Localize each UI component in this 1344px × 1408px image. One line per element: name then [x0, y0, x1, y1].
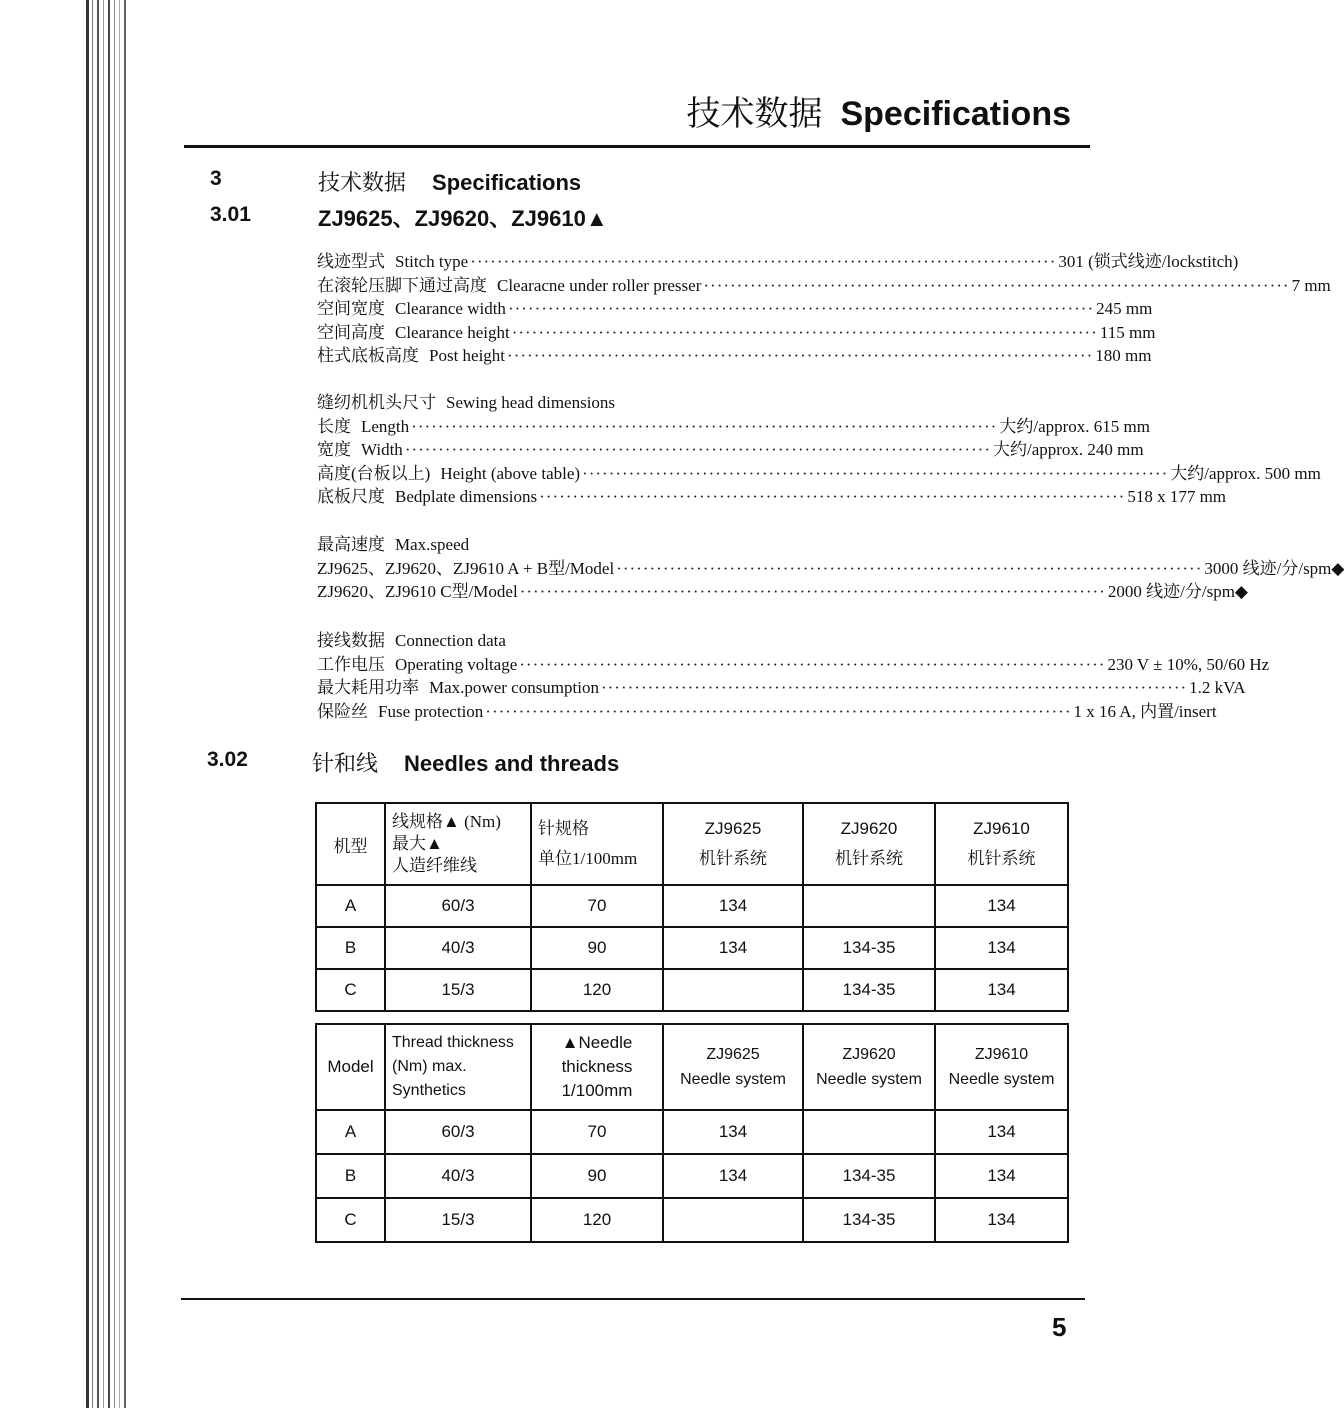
col-zj9620: ZJ9620 Needle system: [803, 1024, 935, 1110]
speed-list: [317, 533, 1344, 604]
spec-value: 1.2 kVA: [1189, 678, 1246, 697]
leader-dots: ························································································: [511, 322, 1098, 342]
header-title-zh: 技术数据: [686, 96, 823, 133]
speed-ab: ZJ9625、ZJ9620、ZJ9610 A + B型/Model ························································································ 3000 线迹/分/spm◆: [317, 557, 1074, 581]
spec-value: 230 V ± 10%, 50/60 Hz: [1107, 654, 1270, 674]
spec-value: 大约/approx. 615 mm: [999, 416, 1150, 436]
page-header-title: [686, 86, 1071, 135]
leader-dots: ························································································: [703, 275, 1290, 295]
col-thread: Thread thickness (Nm) max. Synthetics: [385, 1024, 531, 1110]
needles-table-zh: [315, 802, 1069, 1012]
spec-post-height: 柱式底板高度 Post height ························································································ 180 mm: [317, 344, 1067, 368]
dim-length: 长度 Length ························································································ 大约/approx. 615 mm: [317, 415, 1067, 439]
leader-dots: ························································································: [600, 678, 1188, 697]
leader-dots: ························································································: [519, 654, 1106, 674]
col-model: 机型: [316, 803, 385, 885]
col-model: Model: [316, 1024, 385, 1110]
spec-value: 大约/approx. 500 mm: [1170, 463, 1321, 483]
leader-dots: ························································································: [411, 416, 998, 436]
conn-fuse: 保险丝 Fuse protection ························································································ 1 x 16 A, 内置/insert: [317, 700, 1067, 724]
spec-value: 大约/approx. 240 mm: [993, 440, 1144, 459]
col-zj9625: ZJ9625 Needle system: [663, 1024, 803, 1110]
connection-heading: 接线数据 Connection data: [317, 631, 506, 650]
leader-dots: ························································································: [519, 582, 1106, 601]
spec-value: 115 mm: [1099, 322, 1156, 342]
header-title-en: Specifications: [840, 95, 1071, 133]
col-zj9620: ZJ9620 机针系统: [803, 803, 935, 885]
section-301-number: 3.01: [210, 203, 251, 226]
section-3-title-zh: 技术数据: [318, 170, 407, 195]
page-number: 5: [1052, 1312, 1067, 1342]
conn-power: 最大耗用功率 Max.power consumption ························································································ 1.2 kVA: [317, 676, 1067, 700]
leader-dots: ························································································: [485, 701, 1072, 721]
spec-value: 518 x 177 mm: [1127, 487, 1227, 506]
leader-dots: ························································································: [507, 299, 1095, 318]
section-3-number: 3: [210, 167, 222, 190]
spec-clearance-width: 空间宽度 Clearance width ························································································ 245 mm: [317, 297, 1067, 321]
table-header-row: [316, 803, 1068, 885]
col-needle: ▲Needle thickness 1/100mm: [531, 1024, 663, 1110]
col-needle: 针规格 单位1/100mm: [531, 803, 663, 885]
spec-stitch-type: 线迹型式 Stitch type ························································································ 301 (锁式线迹/lockstitch): [317, 250, 1067, 274]
section-302-title-zh: 针和线: [312, 751, 379, 776]
spec-clearance-height: 空间高度 Clearance height ························································································ 115 mm: [317, 321, 1067, 345]
spec-clearance-roller: 在滚轮压脚下通过高度 Clearacne under roller presser ························································································ 7 mm: [317, 274, 1067, 298]
dim-width: 宽度 Width ························································································ 大约/approx. 240 mm: [317, 438, 1067, 462]
table-header-row: [316, 1024, 1068, 1110]
spec-value: 245 mm: [1096, 299, 1153, 318]
spec-value: 3000 线迹/分/spm◆: [1204, 558, 1344, 578]
table-row: C 15/3 120 134-35 134: [316, 1198, 1068, 1242]
section-302-title-en: Needles and threads: [404, 751, 620, 776]
needles-table-en: [315, 1023, 1069, 1243]
spec-value: 2000 线迹/分/spm◆: [1107, 582, 1248, 601]
dimensions-heading: 缝纫机机头尺寸 Sewing head dimensions: [317, 393, 616, 412]
section-301-title: ZJ9625、ZJ9620、ZJ9610▲: [318, 206, 608, 231]
dim-height: 高度(台板以上) Height (above table) ························································································ 大约/approx. 500 mm: [317, 462, 1067, 486]
spec-value: 7 mm: [1291, 275, 1331, 295]
leader-dots: ························································································: [404, 440, 991, 459]
speed-c: ZJ9620、ZJ9610 C型/Model ························································································ 2000 线迹/分/spm◆: [317, 580, 1067, 604]
binding-edge-decoration: [86, 0, 130, 1408]
section-3-title: [318, 166, 581, 197]
leader-dots: ························································································: [539, 487, 1126, 506]
table-row: A 60/3 70 134 134: [316, 1110, 1068, 1154]
table-row: B 40/3 90 134 134-35 134: [316, 1154, 1068, 1198]
spec-value: 180 mm: [1095, 346, 1152, 365]
spec-value: 301 (锁式线迹/lockstitch): [1058, 252, 1239, 271]
col-thread: 线规格▲ (Nm) 最大▲ 人造纤维线: [385, 803, 531, 885]
general-specs-list: [317, 250, 1331, 368]
leader-dots: ························································································: [470, 252, 1057, 271]
leader-dots: ························································································: [582, 463, 1169, 483]
col-zj9610: ZJ9610 Needle system: [935, 1024, 1068, 1110]
col-zj9610: ZJ9610 机针系统: [935, 803, 1068, 885]
connection-list: [317, 629, 1270, 723]
dimensions-list: [317, 391, 1321, 509]
col-zj9625: ZJ9625 机针系统: [663, 803, 803, 885]
section-302-title: [312, 747, 619, 778]
dim-bedplate: 底板尺度 Bedplate dimensions ························································································ 518 x 177 mm: [317, 485, 1067, 509]
footer-rule: [181, 1298, 1085, 1300]
header-rule: [184, 145, 1090, 148]
table-row: C 15/3 120 134-35 134: [316, 969, 1068, 1011]
spec-value: 1 x 16 A, 内置/insert: [1073, 701, 1217, 721]
speed-heading: 最高速度 Max.speed: [317, 535, 470, 554]
section-3-title-en: Specifications: [432, 170, 582, 195]
leader-dots: ························································································: [507, 346, 1094, 365]
conn-voltage: 工作电压 Operating voltage ························································································ 230 V ± 10%, 50/60 Hz: [317, 653, 1067, 677]
table-row: A 60/3 70 134 134: [316, 885, 1068, 927]
table-row: B 40/3 90 134 134-35 134: [316, 927, 1068, 969]
leader-dots: ························································································: [616, 558, 1203, 578]
section-302-number: 3.02: [207, 748, 248, 771]
